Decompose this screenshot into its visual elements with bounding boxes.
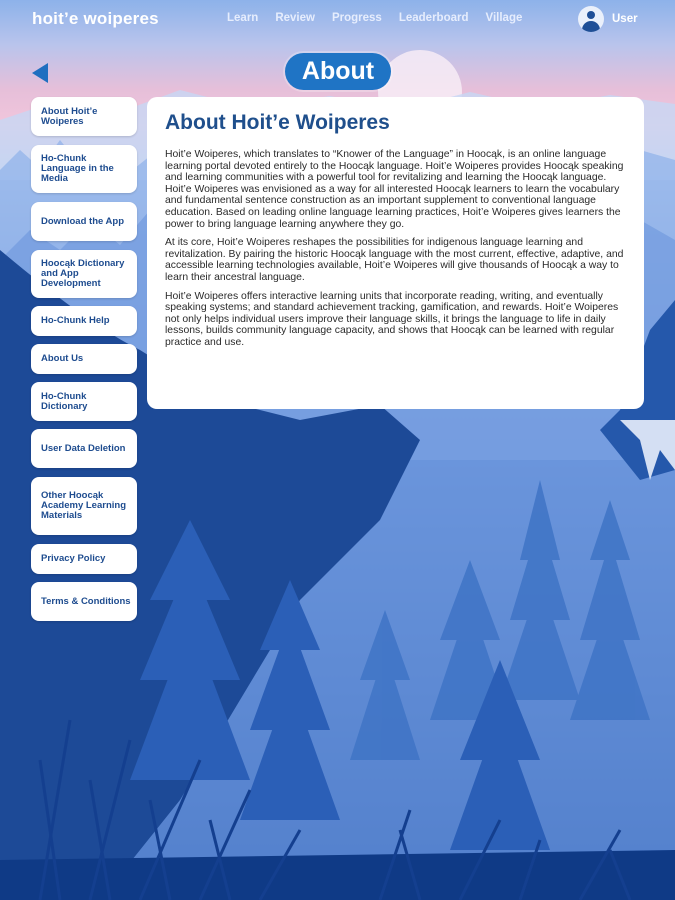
back-arrow-icon[interactable] — [30, 62, 52, 84]
nav-village[interactable]: Village — [485, 12, 523, 24]
sidebar-item-label: Ho-Chunk Help — [41, 315, 110, 326]
content-heading: About Hoit’e Woiperes — [165, 111, 390, 134]
sidebar-item-help[interactable] — [31, 306, 137, 336]
sidebar-item-label: About Hoit’e Woiperes — [41, 105, 98, 127]
top-navigation — [0, 0, 675, 40]
content-paragraph: At its core, Hoit’e Woiperes reshapes the possibilities for indigenous language learning and revitalization. By pairing the historic Hoocąk language with the most current, effective, adaptive, and accessible learning technologies available, Hoit’e Woiperes will give thousands of Hoocąk a way to learn their ancestral language. — [165, 237, 624, 283]
sidebar-item-label: Privacy Policy — [41, 553, 106, 564]
nav-progress[interactable]: Progress — [331, 12, 382, 24]
content-paragraph: Hoit’e Woiperes offers interactive learning units that incorporate reading, writing, and eventually speaking systems; and standard achievement tracking, gamification, and rewards. Hoit’e Woiperes not only helps individual users improve their language skills, it brings the language to life in daily lessons, builds community language capacity, and shows that Hoocąk can be learned with regular practice and use. — [165, 290, 619, 348]
nav-leaderboard[interactable]: Leaderboard — [398, 12, 469, 24]
sidebar-item-dictionary[interactable] — [31, 382, 137, 421]
sidebar-item-terms[interactable] — [31, 582, 137, 621]
main-nav — [227, 12, 522, 24]
nav-review[interactable]: Review — [275, 12, 315, 24]
sidebar-item-label: Hoocąk Dictionary and App Development — [41, 258, 125, 289]
sidebar-item-language-in-media[interactable] — [31, 145, 137, 193]
sidebar-item-label: Ho-Chunk Dictionary — [41, 390, 88, 412]
sidebar-item-dictionary-app-dev[interactable] — [31, 250, 137, 298]
user-avatar-icon[interactable] — [578, 6, 604, 32]
brand-logo-text[interactable]: hoit’e woiperes — [32, 9, 159, 28]
sidebar-item-about[interactable] — [31, 97, 137, 136]
sidebar-item-learning-materials[interactable] — [31, 477, 137, 535]
sidebar-item-label: Terms & Conditions — [41, 595, 131, 607]
page-title: About — [285, 53, 391, 90]
sidebar-item-label: User Data Deletion — [41, 442, 126, 454]
sidebar-item-label: Download the App — [41, 215, 125, 227]
sidebar-item-privacy-policy[interactable] — [31, 544, 137, 574]
user-menu[interactable] — [578, 6, 638, 32]
nav-learn[interactable]: Learn — [227, 12, 259, 24]
content-paragraph: Hoit’e Woiperes, which translates to “Knower of the Language” in Hoocąk, is an online language learning portal devoted entirely to the Hoocąk language. Hoit’e Woiperes provides Hoocąk speaking and learning communities with a powerful tool for revitalizing and learning the Hoocąk language. Hoit’e Woiperes was envisioned as a way for all interested Hoocąk learners to learn the vocabulary and fundamental sentence construction as an important supplement to conventional language education. Based on leading online language learning practices, Hoit’e Woiperes gives learners the power to bring language learning anywhere they go. — [165, 149, 624, 230]
sidebar-item-label: About Us — [41, 353, 84, 364]
sidebar-item-download-app[interactable] — [31, 202, 137, 241]
sidebar-item-label: Ho-Chunk Language in the Media — [41, 153, 114, 184]
sidebar-item-user-data-deletion[interactable] — [31, 429, 137, 468]
user-label[interactable]: User — [612, 13, 638, 25]
sidebar-item-label: Other Hoocąk Academy Learning Materials — [41, 490, 126, 521]
sidebar-item-about-us[interactable] — [31, 344, 137, 374]
content-card — [147, 97, 644, 409]
